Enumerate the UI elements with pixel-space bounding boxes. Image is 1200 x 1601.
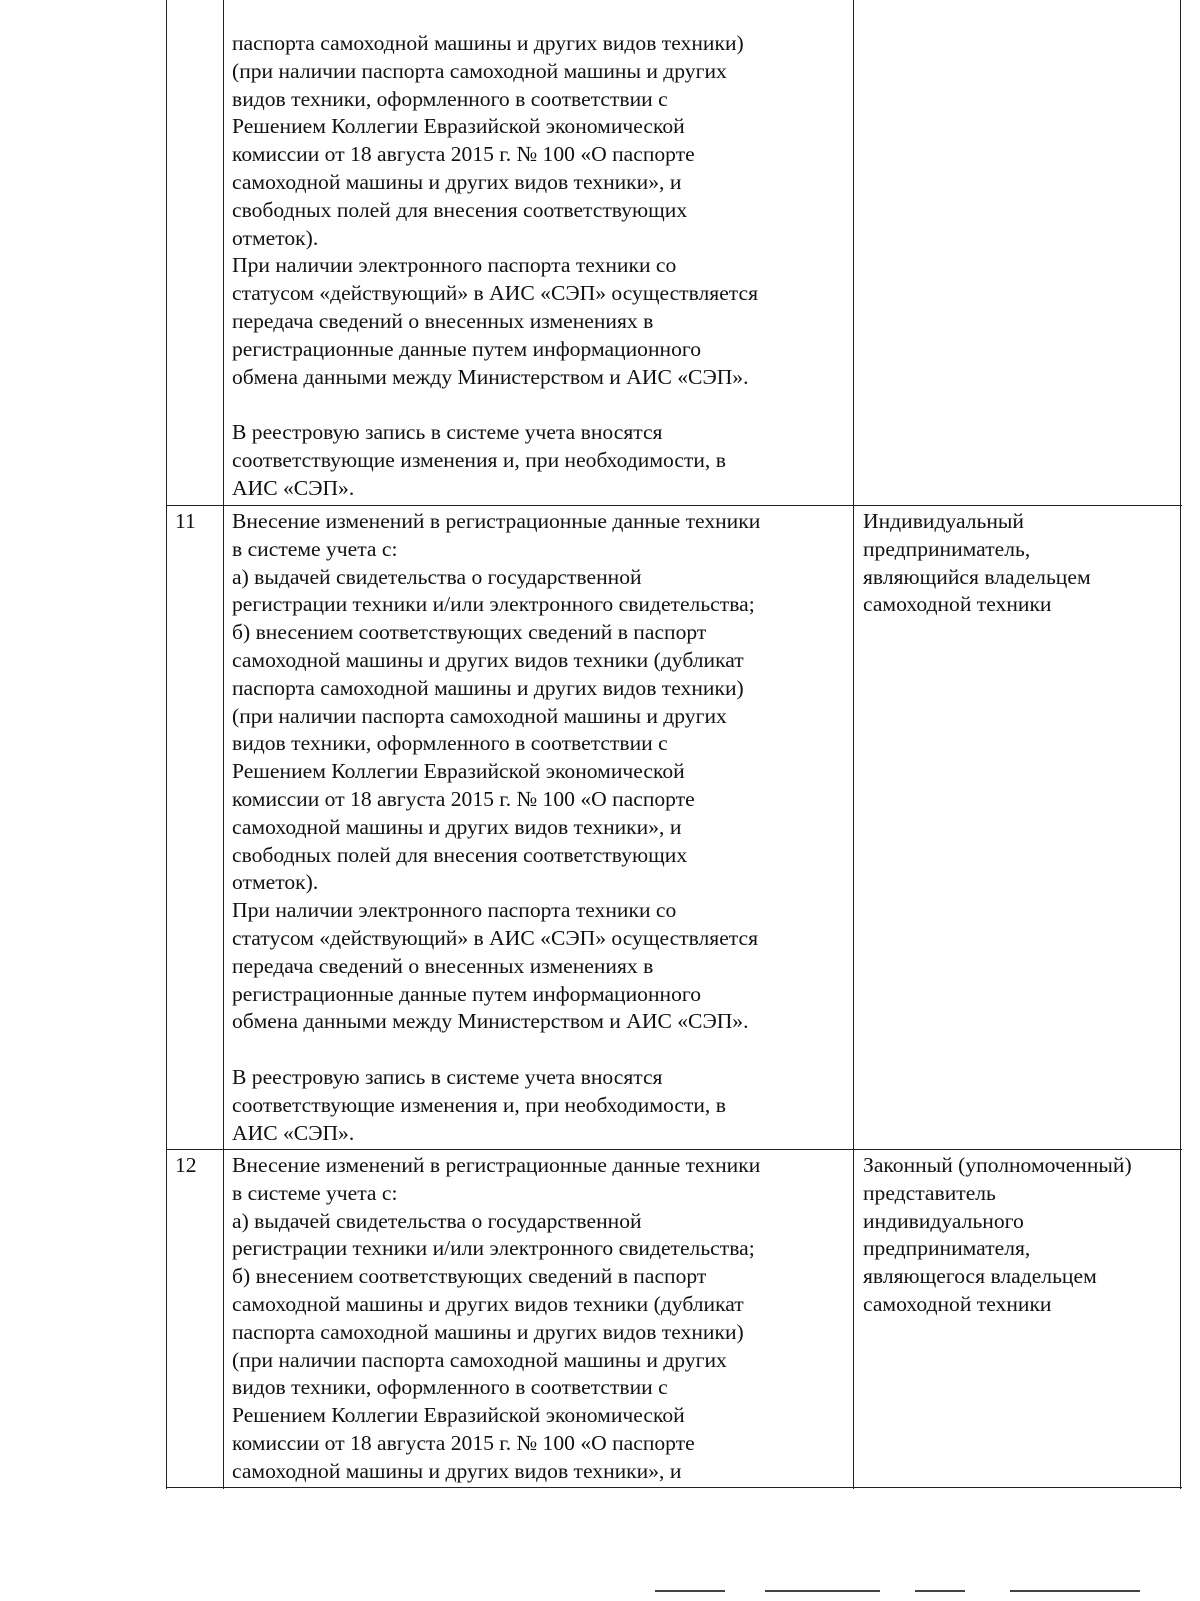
table-row-12-description [232, 1152, 760, 1486]
table-border-left [166, 0, 167, 1489]
description-line: статусом «действующий» в АИС «СЭП» осуществляется [232, 281, 759, 306]
table-border-bottom [166, 1487, 1182, 1488]
description-line: отметок). [232, 870, 319, 895]
description-line: регистрационные данные путем информационного [232, 981, 701, 1006]
table-border-right [1180, 0, 1181, 1489]
row-divider-11 [166, 505, 1182, 506]
scan-mark [1010, 1590, 1140, 1592]
applicant-line: Законный (уполномоченный) [863, 1153, 1132, 1177]
description-line: а) выдачей свидетельства о государственной [232, 1208, 642, 1233]
description-line: АИС «СЭП». [232, 475, 355, 500]
table-border-col2 [853, 0, 854, 1489]
description-line: комиссии от 18 августа 2015 г. № 100 «О паспорте [232, 142, 695, 167]
description-line: самоходной машины и других видов техники (дубликат [232, 1291, 744, 1316]
row-divider-12 [166, 1149, 1182, 1150]
table-row-11-applicant [863, 508, 1091, 619]
table-row-continuation [232, 30, 758, 503]
description-line: АИС «СЭП». [232, 1120, 355, 1145]
applicant-line: представитель [863, 1180, 996, 1205]
description-line: свободных полей для внесения соответствующих [232, 842, 688, 867]
description-line: обмена данными между Министерством и АИС «СЭП». [232, 364, 749, 389]
scan-mark [655, 1590, 725, 1592]
description-line: паспорта самоходной машины и других видов техники) [232, 31, 744, 55]
description-line [232, 1036, 760, 1064]
description-line: самоходной машины и других видов техники», и [232, 1458, 682, 1483]
description-line: видов техники, оформленного в соответствии с [232, 86, 668, 111]
description-line: свободных полей для внесения соответствующих [232, 197, 688, 222]
description-line: комиссии от 18 августа 2015 г. № 100 «О паспорте [232, 1430, 695, 1455]
description-line: Решением Коллегии Евразийской экономической [232, 759, 685, 784]
description-line: самоходной машины и других видов техники», и [232, 169, 682, 194]
description-line: Решением Коллегии Евразийской экономической [232, 114, 685, 139]
description-line: паспорта самоходной машины и других видов техники) [232, 675, 744, 700]
applicant-line: самоходной техники [863, 1291, 1052, 1316]
table-row-11-description [232, 508, 760, 1147]
description-line: соответствующие изменения и, при необходимости, в [232, 447, 726, 472]
applicant-line: являющийся владельцем [863, 564, 1091, 589]
description-line: самоходной машины и других видов техники», и [232, 814, 682, 839]
description-line: В реестровую запись в системе учета вносятся [232, 1064, 663, 1089]
description-line: (при наличии паспорта самоходной машины и других [232, 58, 727, 83]
description-line: комиссии от 18 августа 2015 г. № 100 «О паспорте [232, 786, 695, 811]
description-line: В реестровую запись в системе учета вносятся [232, 420, 663, 445]
description-line: передача сведений о внесенных изменениях в [232, 953, 654, 978]
row-number-11: 11 [175, 509, 196, 533]
description-line: регистрации техники и/или электронного свидетельства; [232, 592, 755, 617]
description-line: паспорта самоходной машины и других видов техники) [232, 1319, 744, 1344]
applicant-line: предприниматель, [863, 536, 1031, 561]
applicant-line: предпринимателя, [863, 1236, 1031, 1261]
scan-mark [915, 1590, 965, 1592]
description-line: При наличии электронного паспорта техники со [232, 253, 677, 278]
applicant-line: самоходной техники [863, 592, 1052, 617]
scan-mark [765, 1590, 880, 1592]
applicant-line: являющегося владельцем [863, 1264, 1097, 1289]
description-line: б) внесением соответствующих сведений в паспорт [232, 1264, 707, 1289]
description-line: б) внесением соответствующих сведений в паспорт [232, 620, 707, 645]
description-line: видов техники, оформленного в соответствии с [232, 1375, 668, 1400]
description-line: а) выдачей свидетельства о государственной [232, 564, 642, 589]
description-line: видов техники, оформленного в соответствии с [232, 731, 668, 756]
description-line: соответствующие изменения и, при необходимости, в [232, 1092, 726, 1117]
description-line: При наличии электронного паспорта техники со [232, 898, 677, 923]
table-row-12-applicant [863, 1152, 1132, 1319]
description-line: отметок). [232, 225, 319, 250]
description-line: в системе учета с: [232, 536, 398, 561]
description-line: (при наличии паспорта самоходной машины и других [232, 1347, 727, 1372]
description-line: (при наличии паспорта самоходной машины и других [232, 703, 727, 728]
description-line: передача сведений о внесенных изменениях в [232, 308, 654, 333]
description-line: самоходной машины и других видов техники (дубликат [232, 647, 744, 672]
description-line [232, 391, 758, 419]
row-number-12: 12 [175, 1153, 197, 1177]
description-line: Внесение изменений в регистрационные данные техники [232, 509, 761, 533]
description-line: регистрации техники и/или электронного свидетельства; [232, 1236, 755, 1261]
description-line: статусом «действующий» в АИС «СЭП» осуществляется [232, 925, 759, 950]
scan-artifact-lines [0, 1590, 1200, 1593]
description-line: в системе учета с: [232, 1180, 398, 1205]
applicant-line: Индивидуальный [863, 509, 1024, 533]
description-line: Решением Коллегии Евразийской экономической [232, 1403, 685, 1428]
table-border-col1 [223, 0, 224, 1489]
description-line: обмена данными между Министерством и АИС «СЭП». [232, 1009, 749, 1034]
description-line: регистрационные данные путем информационного [232, 336, 701, 361]
services-table [166, 0, 1182, 1489]
applicant-line: индивидуального [863, 1208, 1024, 1233]
description-line: Внесение изменений в регистрационные данные техники [232, 1153, 761, 1177]
